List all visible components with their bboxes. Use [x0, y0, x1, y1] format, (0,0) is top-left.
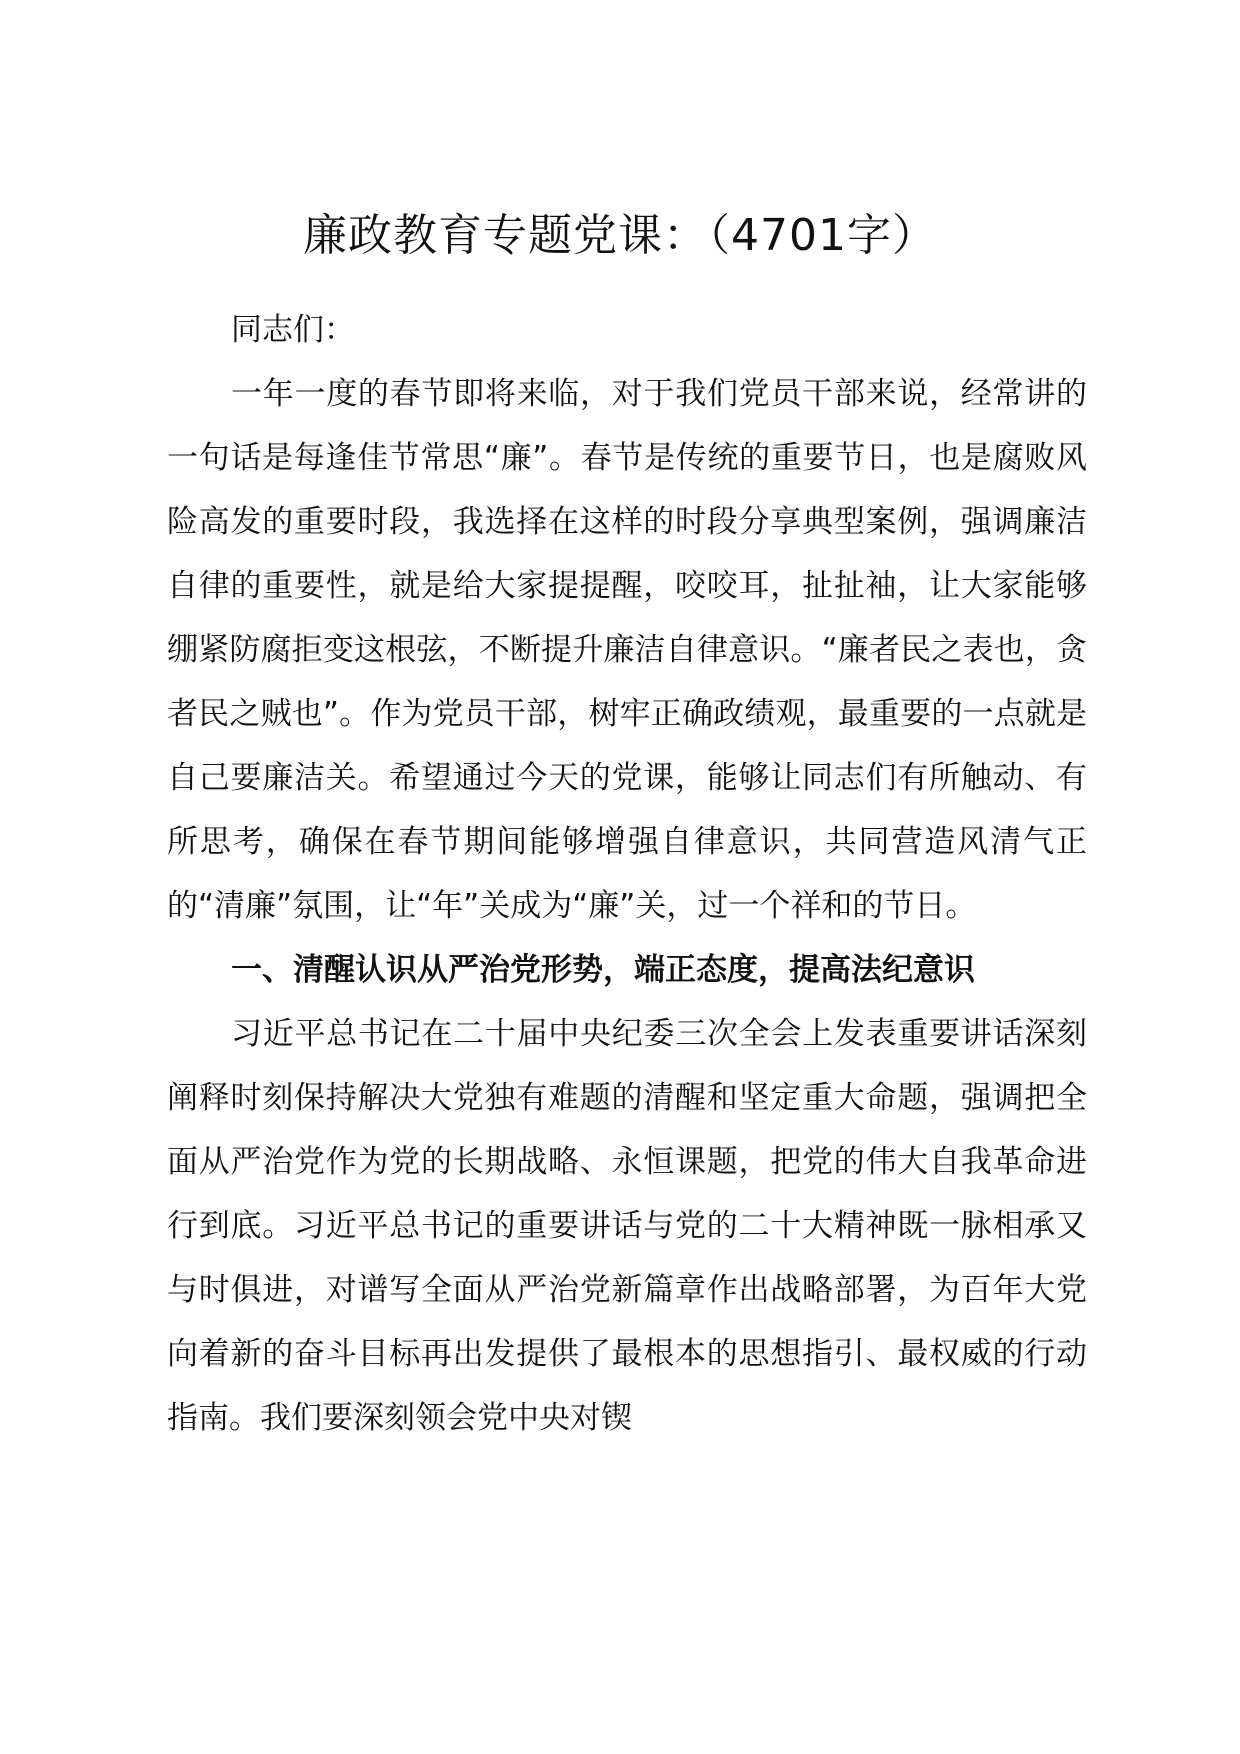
salutation: 同志们：: [231, 312, 355, 348]
intro-paragraph: 一年一度的春节即将来临，对于我们党员干部来说，经常讲的一句话是每逢佳节常思“廉”。春节是传统的重要节日，也是腐败风险高发的重要时段，我选择在这样的时段分享典型案例，强调廉洁自律的重要性，就是给大家提提醒，咬咬耳，扯扯袖，让大家能够绷紧防腐拒变这根弦，不断提升廉洁自律意识。“廉者民之表也，贪者民之贼也”。作为党员干部，树牢正确政绩观，最重要的一点就是自己要廉洁关。希望通过今天的党课，能够让同志们有所触动、有所思考，确保在春节期间能够增强自律意识，共同营造风清气正的“清廉”氛围，让“年”关成为“廉”关，过一个祥和的节日。: [167, 376, 1087, 924]
section-heading: 一、清醒认识从严治党形势，端正态度，提高法纪意识: [231, 952, 975, 988]
document-title: 廉政教育专题党课：（4701字）: [303, 210, 937, 261]
document-body: [167, 298, 1087, 1450]
section-paragraph: 习近平总书记在二十届中央纪委三次全会上发表重要讲话深刻阐释时刻保持解决大党独有难题的清醒和坚定重大命题，强调把全面从严治党作为党的长期战略、永恒课题，把党的伟大自我革命进行到底。习近平总书记的重要讲话与党的二十大精神既一脉相承又与时俱进，对谱写全面从严治党新篇章作出战略部署，为百年大党向着新的奋斗目标再出发提供了最根本的思想指引、最权威的行动指南。我们要深刻领会党中央对锲: [167, 1016, 1087, 1436]
